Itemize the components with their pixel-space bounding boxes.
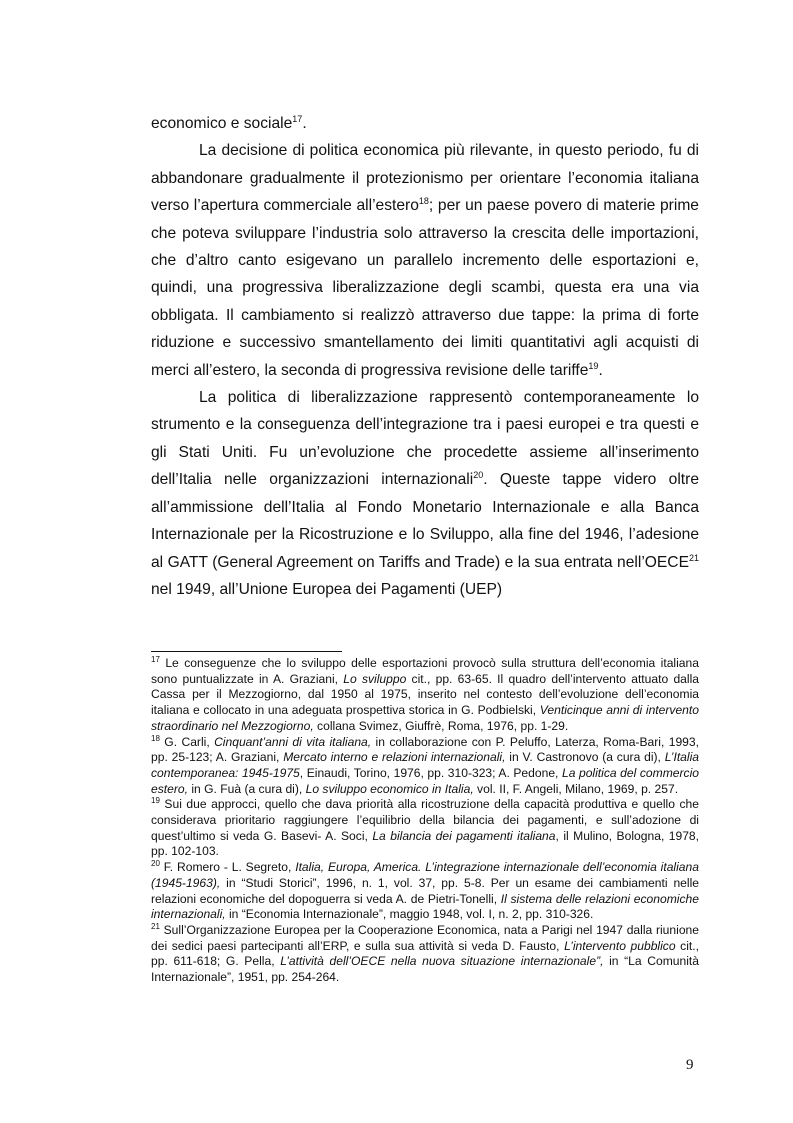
text-run: in G. Fuà (a cura di), xyxy=(187,781,306,796)
text-run: cit., pp. 63-65. Il quadro dell’intervento attuato dalla Cassa per il Mezzogiorno, dal 1950 al 1975, inserito nel contesto dell’evoluzione dell’economia italiana e collocato in una adeguata prospettiva storica in G. Podbielski, xyxy=(151,671,699,718)
italic-title: La bilancia dei pagamenti italiana xyxy=(372,828,556,843)
text-run: , il Mulino, Bologna, 1978, pp. 102-103. xyxy=(151,828,700,859)
text-run: in collaborazione con P. Peluffo, Laterza, Roma-Bari, 1993, pp. 25-123; A. Graziani, xyxy=(151,734,699,765)
italic-title: Cinquant’anni di vita italiana, xyxy=(214,734,372,749)
italic-title: L’intervento pubblico xyxy=(564,938,676,953)
footnote-18 xyxy=(151,735,699,798)
italic-title: Lo sviluppo xyxy=(343,671,407,686)
text-run: Sui due approcci, quello che dava priorità alla ricostruzione della capacità produttiva e quello che considerava prioritario raggiungere l’equilibrio della bilancia dei pagamenti, e sull’adozione di quest’ultimo si veda G. Basevi- A. Soci, xyxy=(151,797,699,843)
body-text xyxy=(151,110,699,603)
text-run: , Einaudi, Torino, 1976, pp. 310-323; A. Pedone, xyxy=(299,765,562,780)
text-run: collana Svimez, Giuffrè, Roma, 1976, pp. 1-29. xyxy=(313,718,569,733)
footnote-ref: 21 xyxy=(151,921,160,931)
text-run: in V. Castronovo (a cura di), xyxy=(505,750,665,765)
footnote-21 xyxy=(151,923,699,986)
text-run: La decisione di politica economica più rilevante, in questo periodo, fu di abbandonare gradualmente il protezionismo per orientare l’economia italiana verso l’apertura commerciale all’estero xyxy=(151,142,699,215)
italic-title: L’attività dell’OECE nella nuova situazione internazionale”, xyxy=(280,954,604,969)
footnote-ref: 19 xyxy=(151,796,160,806)
footnote-separator xyxy=(151,651,342,652)
italic-title: Italia, Europa, America. L’integrazione internazionale dell’economia italiana (1945-1963), xyxy=(151,860,699,890)
footnote-ref: 21 xyxy=(688,552,699,563)
text-run: economico e sociale xyxy=(151,115,293,132)
footnote-20 xyxy=(151,860,699,923)
text-run: ; per un paese povero di materie prime che poteva sviluppare l’industria solo attraverso la crescita delle importazioni, che d’altro canto esigevano un parallelo incremento delle esportazioni e, quindi, una progressiva liberalizzazione degli scambi, questa era una via obbligata. Il cambiamento si realizzò attraverso due tappe: la prima di forte riduzione e successivo smantellamento dei limiti quantitativi agli acquisti di merci all’estero, la seconda di progressiva revisione delle tariffe xyxy=(151,197,699,379)
text-run: cit., pp. 611-618; G. Pella, xyxy=(151,938,699,969)
text-run: G. Carli, xyxy=(159,734,215,749)
footnote-ref: 20 xyxy=(473,470,484,481)
italic-title: Il sistema delle relazioni economiche internazionali, xyxy=(151,891,699,922)
text-run: in “Studi Storici”, 1996, n. 1, vol. 37, pp. 5-8. Per un esame dei cambiamenti nelle relazioni economiche del dopoguerra si veda A. de Pietri-Tonelli, xyxy=(151,875,699,906)
footnote-ref: 17 xyxy=(292,113,303,124)
page-number: 9 xyxy=(686,1057,694,1073)
footnote-ref: 18 xyxy=(151,733,160,743)
paragraph-integration xyxy=(151,384,699,603)
text-run: F. Romero - L. Segreto, xyxy=(159,860,296,875)
footnote-19 xyxy=(151,797,699,860)
italic-title: Lo sviluppo economico in Italia, xyxy=(305,781,474,796)
text-run: . Queste tappe videro oltre all’ammissione dell’Italia al Fondo Monetario Internazionale e alla Banca Internazionale per la Ricostruzione e lo Sviluppo, alla fine del 1946, l’adesione al GATT (General Agreement on Tariffs and Trade) e la sua entrata nell’OECE xyxy=(151,471,699,571)
italic-title: Venticinque anni di intervento straordinario nel Mezzogiorno, xyxy=(151,703,699,733)
text-run: Sull’Organizzazione Europea per la Cooperazione Economica, nata a Parigi nel 1947 dalla riunione dei sedici paesi partecipanti all’ERP, e sulla sua attività si veda D. Fausto, xyxy=(151,922,699,953)
text-run: Le conseguenze che lo sviluppo delle esportazioni provocò sulla struttura dell’economia italiana sono puntualizzate in A. Graziani, xyxy=(151,656,699,686)
italic-title: Mercato interno e relazioni internazionali, xyxy=(283,750,506,765)
text-run: in “Economia Internazionale”, maggio 1948, vol. I, n. 2, pp. 310-326. xyxy=(225,907,594,922)
paragraph-liberalization-decision xyxy=(151,137,699,384)
italic-title: La politica del commercio estero, xyxy=(151,765,699,796)
footnote-ref: 17 xyxy=(151,654,160,664)
text-run: in “La Comunità Internazionale”, 1951, pp. 254-264. xyxy=(151,954,700,985)
footnotes xyxy=(151,656,699,986)
footnote-ref: 18 xyxy=(418,196,429,207)
footnote-ref: 20 xyxy=(151,859,160,869)
italic-title: L’Italia contemporanea: 1945-1975 xyxy=(151,750,700,780)
text-run: vol. II, F. Angeli, Milano, 1969, p. 257. xyxy=(473,781,679,796)
footnote-17 xyxy=(151,656,699,735)
text-run: . xyxy=(598,361,603,379)
paragraph-continued xyxy=(151,110,699,137)
text-run: nel 1949, all’Unione Europea dei Pagamenti (UEP) xyxy=(151,580,503,598)
text-run: . xyxy=(302,115,307,132)
text-run: La politica di liberalizzazione rappresentò contemporaneamente lo strumento e la conseguenza dell’integrazione tra i paesi europei e tra questi e gli Stati Uniti. Fu un’evoluzione che procedette assieme all’inserimento dell’Italia nelle organizzazioni internazionali xyxy=(151,389,699,489)
footnote-ref: 19 xyxy=(588,360,599,371)
